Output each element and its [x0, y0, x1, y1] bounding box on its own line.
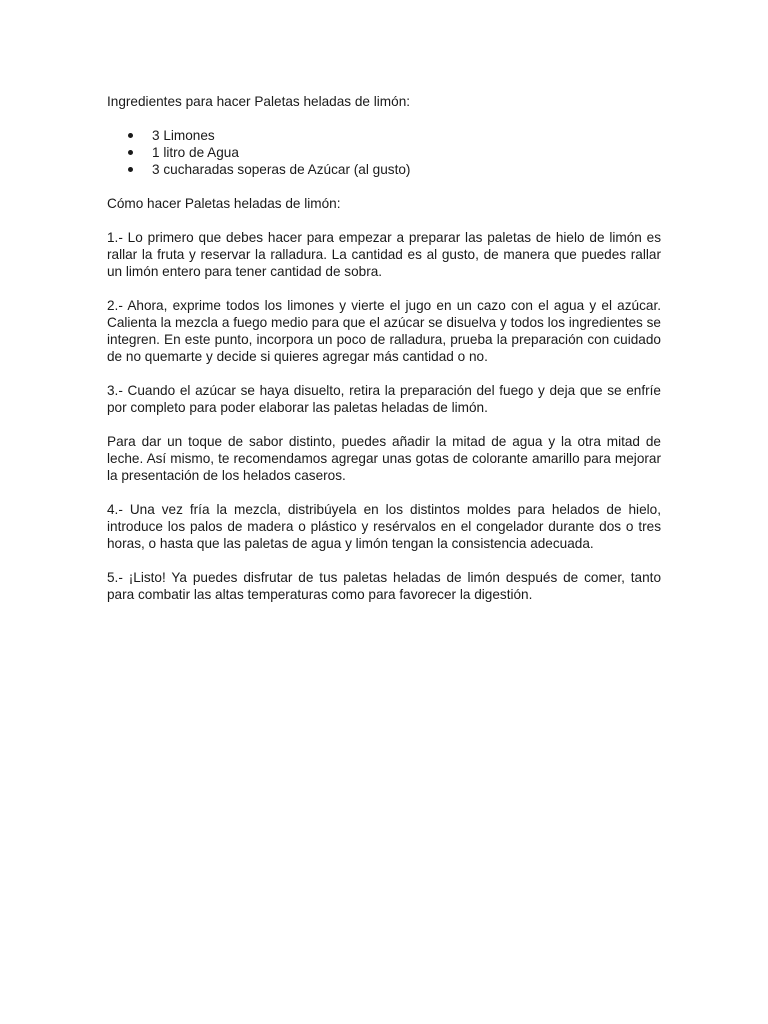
ingredients-heading: Ingredientes para hacer Paletas heladas de limón: [107, 94, 411, 109]
list-item [107, 161, 661, 178]
instructions-heading: Cómo hacer Paletas heladas de limón: [107, 196, 341, 211]
step-paragraph-2: 2.- Ahora, exprime todos los limones y vierte el jugo en un cazo con el agua y el azúcar. Calienta la mezcla a fuego medio para que el azúcar se disuelva y todos los ingredientes se integren. En este punto, incorpora un poco de ralladura, prueba la preparación con cuidado de no quemarte y decide si quieres agregar más cantidad o no. [107, 298, 661, 364]
ingredient-text: 3 cucharadas soperas de Azúcar (al gusto) [152, 162, 411, 177]
list-item [107, 127, 661, 144]
list-item [107, 144, 661, 161]
document-page [107, 93, 661, 620]
ingredient-text: 1 litro de Agua [152, 145, 239, 160]
step-paragraph-5: 5.- ¡Listo! Ya puedes disfrutar de tus paletas heladas de limón después de comer, tanto para combatir las altas temperaturas como para favorecer la digestión. [107, 570, 661, 602]
bullet-icon [128, 167, 133, 172]
bullet-icon [128, 133, 133, 138]
tip-paragraph: Para dar un toque de sabor distinto, puedes añadir la mitad de agua y la otra mitad de leche. Así mismo, te recomendamos agregar unas gotas de colorante amarillo para mejorar la presentación de los helados caseros. [107, 434, 661, 483]
bullet-icon [128, 150, 133, 155]
step-paragraph-4: 4.- Una vez fría la mezcla, distribúyela en los distintos moldes para helados de hielo, introduce los palos de madera o plástico y resérvalos en el congelador durante dos o tres horas, o hasta que las paletas de agua y limón tengan la consistencia adecuada. [107, 502, 661, 551]
ingredient-text: 3 Limones [152, 128, 215, 143]
step-paragraph-1: 1.- Lo primero que debes hacer para empezar a preparar las paletas de hielo de limón es rallar la fruta y reservar la ralladura. La cantidad es al gusto, de manera que puedes rallar un limón entero para tener cantidad de sobra. [107, 230, 661, 279]
step-paragraph-3: 3.- Cuando el azúcar se haya disuelto, retira la preparación del fuego y deja que se enfríe por completo para poder elaborar las paletas heladas de limón. [107, 383, 661, 415]
ingredients-list [107, 127, 661, 178]
